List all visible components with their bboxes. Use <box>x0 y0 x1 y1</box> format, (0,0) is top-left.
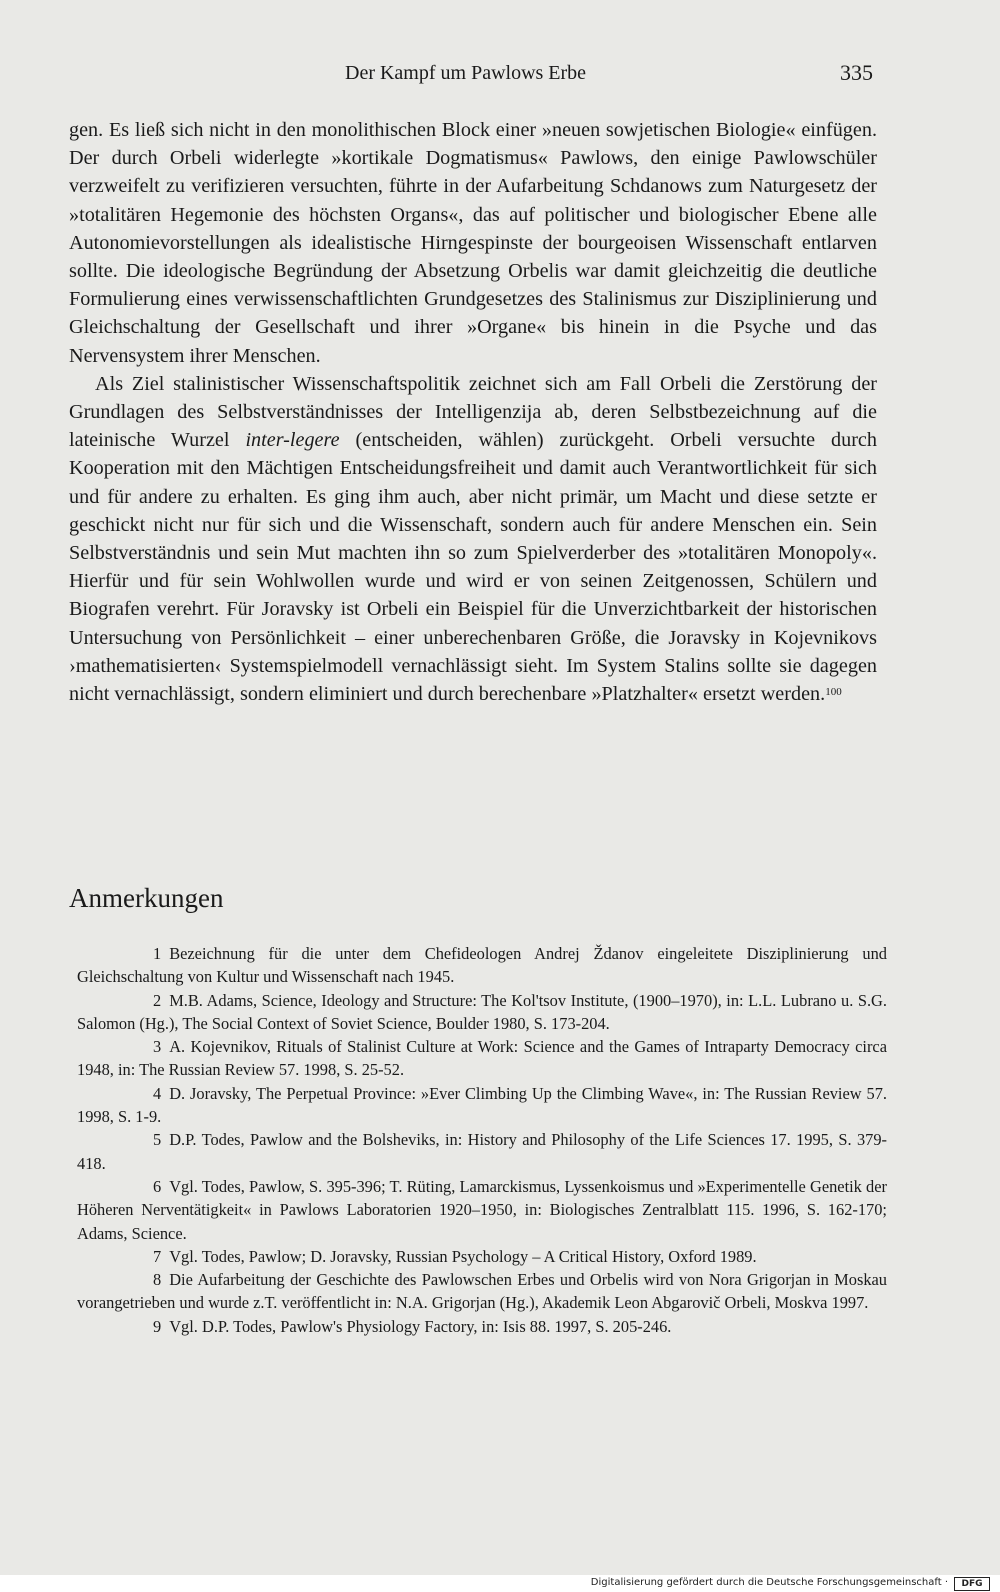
note-item <box>77 1082 887 1129</box>
note-text: M.B. Adams, Science, Ideology and Structure: The Kol'tsov Institute, (1900–1970), in: L.L. Lubrano u. S.G. Salomon (Hg.), The Social Context of Soviet Science, Boulder 1980, S. 173-204. <box>77 990 887 1033</box>
note-text: Vgl. Todes, Pawlow; D. Joravsky, Russian Psychology – A Critical History, Oxford 1989. <box>169 1246 757 1266</box>
note-item <box>77 1035 887 1082</box>
digitization-footer <box>0 1575 1000 1592</box>
note-item <box>77 942 887 989</box>
note-text: Vgl. D.P. Todes, Pawlow's Physiology Factory, in: Isis 88. 1997, S. 205-246. <box>169 1316 672 1336</box>
note-text: Vgl. Todes, Pawlow, S. 395-396; T. Rüting, Lamarckismus, Lyssenkoismus und »Experimentelle Genetik der Höheren Nerventätigkeit« in Pawlows Laboratorien 1920–1950, in: Biologisches Zentralblatt 115. 1996, S. 162-170; Adams, Science. <box>77 1176 887 1243</box>
note-item <box>77 1268 887 1315</box>
note-text: D. Joravsky, The Perpetual Province: »Ever Climbing Up the Climbing Wave«, in: The Russian Review 57. 1998, S. 1-9. <box>77 1083 887 1127</box>
note-item <box>77 1245 887 1268</box>
page-number: 335 <box>840 60 873 85</box>
note-number: 2 <box>153 990 162 1010</box>
paragraph-2-text-b: (entscheiden, wählen) zurückgeht. Orbeli versuchte durch Kooperation mit den Mächtigen Entscheidungsfreiheit und damit auch Verantwortlichkeit für sich und für andere zu erhalten. Es ging ihm auch, aber nicht primär, um Macht und diese setzte er geschickt nicht nur für sich und die Wissenschaft, sondern auch für andere Menschen ein. Sein Selbstverständnis und sein Mut machten ihn so zum Spielverderber des »totalitären Monopoly«. Hierfür und für sein Wohlwollen wurde und wird er von seinen Zeitgenossen, Schülern und Biografen verehrt. Für Joravsky ist Orbeli ein Beispiel für die Unverzichtbarkeit der historischen Untersuchung von Persönlichkeit – einer unberechenbaren Größe, die Joravsky in Kojevnikovs ›mathematisierten‹ Systemspielmodell vernachlässigt sieht. Im System Stalins sollte sie dagegen nicht vernachlässigt, sondern eliminiert und durch berechenbare »Platzhalter« ersetzt werden. <box>69 429 877 706</box>
note-item <box>77 1175 887 1245</box>
note-number: 6 <box>153 1176 162 1196</box>
note-text: Bezeichnung für die unter dem Chefideologen Andrej Ždanov eingeleitete Disziplinierung und Gleichschaltung von Kultur und Wissenschaft nach 1945. <box>77 944 887 987</box>
funding-credit: Digitalisierung gefördert durch die Deutsche Forschungsgemeinschaft · <box>590 1577 948 1588</box>
note-item <box>77 1128 887 1175</box>
note-number: 1 <box>153 944 162 963</box>
notes-list <box>77 942 887 1338</box>
paragraph-2-text-a: Als Ziel stalinistischer Wissenschaftspolitik zeichnet sich am Fall Orbeli die Zerstörung der Grundlagen des Selbstverständnisses der Intelligenzija ab, deren Selbstbezeichnung auf die lateinische Wurzel <box>69 372 877 452</box>
note-text: D.P. Todes, Pawlow and the Bolsheviks, in: History and Philosophy of the Life Sciences 17. 1995, S. 379-418. <box>77 1130 887 1173</box>
note-number: 8 <box>153 1270 162 1290</box>
dfg-logo: DFG <box>954 1577 990 1591</box>
note-number: 9 <box>153 1316 162 1336</box>
running-title: Der Kampf um Pawlows Erbe <box>345 62 587 84</box>
note-number: 4 <box>153 1083 162 1103</box>
page-header <box>0 58 1000 88</box>
note-item <box>77 989 887 1036</box>
note-number: 5 <box>153 1130 162 1150</box>
paragraph-2 <box>69 370 877 708</box>
note-number: 7 <box>153 1246 162 1266</box>
paragraph-1: gen. Es ließ sich nicht in den monolithischen Block einer »neuen sowjetischen Biologie« einfügen. Der durch Orbeli widerlegte »kortikale Dogmatismus« Pawlows, den einige Pawlowschüler verzweifelt zu verifizieren versuchten, führte in der Aufarbeitung Schdanows zum Naturgesetz der »totalitären Hegemonie des höchsten Organs«, das auf politischer und biologischer Ebene alle Autonomievorstellungen als idealistische Hirngespinste der bourgeoisen Wissenschaft entlarven sollte. Die ideologische Begründung der Absetzung Orbelis war damit gleichzeitig die deutliche Formulierung eines verwissenschaftlichten Grundgesetzes des Stalinismus zur Disziplinierung und Gleichschaltung der Gesellschaft und ihrer »Organe« bis hinein in die Psyche und das Nervensystem ihrer Menschen. <box>69 119 877 367</box>
notes-heading: Anmerkungen <box>69 883 224 913</box>
note-number: 3 <box>153 1037 162 1057</box>
latin-term: inter-legere <box>245 429 340 452</box>
note-item <box>77 1315 887 1338</box>
body-text <box>69 116 877 708</box>
footnote-ref: 100 <box>825 686 842 699</box>
note-text: Die Aufarbeitung der Geschichte des Pawlowschen Erbes und Orbelis wird von Nora Grigorjan in Moskau vorangetrieben und wurde z.T. veröffentlicht in: N.A. Grigorjan (Hg.), Akademik Leon Abgarovič Orbeli, Moskva 1997. <box>77 1270 887 1313</box>
note-text: A. Kojevnikov, Rituals of Stalinist Culture at Work: Science and the Games of Intraparty Democracy circa 1948, in: The Russian Review 57. 1998, S. 25-52. <box>77 1037 887 1080</box>
